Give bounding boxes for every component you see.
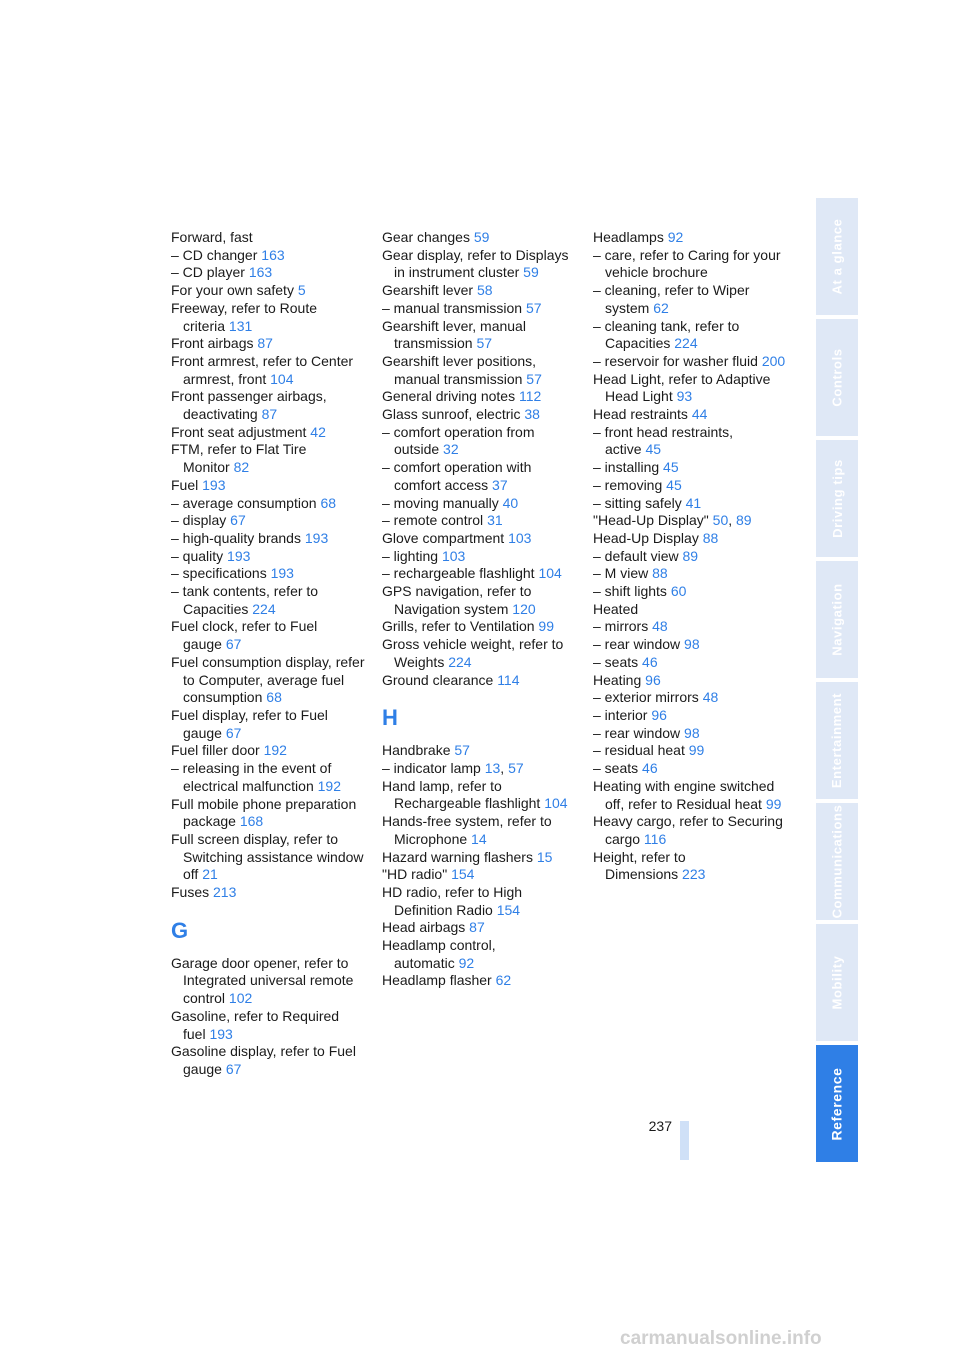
index-entry: [593, 353, 789, 371]
index-entry-text: – mirrors: [593, 618, 649, 635]
page-reference-link[interactable]: 5: [297, 282, 306, 299]
index-entry: [382, 388, 578, 406]
page-reference-link[interactable]: 116: [643, 830, 667, 847]
index-entry-text: FTM, refer to Flat Tire Monitor: [171, 441, 307, 476]
index-entry-text: Fuel: [171, 476, 199, 493]
index-entry-text: Fuel clock, refer to Fuel gauge: [171, 618, 318, 653]
index-entry-text: Full mobile phone preparation package: [171, 795, 357, 830]
index-entry-text: Heavy cargo, refer to Securing cargo: [593, 813, 783, 847]
index-entry-text: Garage door opener, refer to Integrated universal remote control: [171, 954, 354, 1007]
index-entry: [382, 459, 578, 494]
page-reference-link[interactable]: 31: [487, 512, 503, 529]
page-reference-link[interactable]: 223: [682, 866, 706, 883]
page-reference-link[interactable]: 193: [209, 1025, 233, 1042]
page-reference-link[interactable]: 88: [652, 565, 668, 582]
index-entry-text: Head Light, refer to Adaptive Head Light: [593, 370, 771, 405]
page-reference-link[interactable]: 213: [213, 884, 237, 901]
page-reference-link[interactable]: 62: [495, 972, 512, 989]
section-tab-label: Mobility: [829, 955, 845, 1010]
index-entry-text: – rechargeable flashlight: [382, 565, 535, 582]
index-entry: [171, 512, 367, 530]
index-entry-text: HD radio, refer to High Definition Radio: [382, 883, 523, 918]
page-reference-link[interactable]: 154: [451, 866, 475, 883]
page-reference-link[interactable]: 193: [304, 529, 329, 546]
page-reference-link[interactable]: 62: [653, 299, 669, 316]
section-tab-label: Entertainment: [829, 692, 845, 789]
page-reference-link[interactable]: 193: [202, 476, 226, 493]
page-reference-link[interactable]: 192: [317, 777, 341, 794]
index-letter-heading: H: [382, 705, 398, 731]
index-entry-text: Gasoline display, refer to Fuel gauge: [171, 1043, 356, 1077]
page-number: 237: [648, 1118, 672, 1134]
page-reference-link[interactable]: 99: [538, 618, 554, 635]
index-entry-text: Head airbags: [382, 919, 466, 936]
index-entry: [593, 495, 789, 513]
page-reference-link[interactable]: 67: [225, 724, 242, 741]
index-entry: – indicator lamp 13, 57: [382, 759, 524, 776]
section-tab-label: Driving tips: [829, 459, 845, 538]
index-entry-text: Full screen display, refer to Switching assistance window off: [171, 830, 364, 883]
page-reference-link[interactable]: 163: [248, 264, 273, 281]
section-tab-communications[interactable]: [816, 803, 858, 920]
index-entry-text: – high-quality brands: [171, 529, 301, 546]
index-entry-text: – specifications: [171, 565, 267, 582]
index-entry-text: Front airbags: [171, 335, 254, 352]
index-entry: [382, 282, 578, 300]
index-entry-text: – exterior mirrors: [593, 689, 699, 706]
index-entry: [382, 813, 578, 848]
page-reference-link[interactable]: 104: [544, 795, 568, 812]
index-entry: [171, 282, 367, 300]
index-entry-text: Gear display, refer to Displays in instrument cluster: [382, 246, 569, 281]
page-reference-link[interactable]: 200: [761, 352, 786, 369]
index-entry: [171, 742, 367, 760]
index-entry-text: For your own safety: [171, 282, 294, 299]
index-entry-text: Head restraints: [593, 406, 688, 423]
index-entry-text: Front passenger airbags, deactivating: [171, 388, 327, 423]
index-entry-text: – average consumption: [171, 494, 317, 511]
index-entry-text: Gross vehicle weight, refer to Weights: [382, 636, 564, 670]
index-entry: [171, 300, 367, 335]
index-entry: [382, 530, 578, 548]
index-entry-text: Heating: [593, 671, 642, 688]
section-tab-navigation[interactable]: [816, 561, 858, 678]
index-entry-text: Grills, refer to Ventilation: [382, 618, 535, 635]
page-reference-link[interactable]: 41: [685, 494, 702, 511]
page-reference-link[interactable]: 104: [270, 370, 294, 387]
page-reference-link[interactable]: 45: [663, 459, 679, 476]
index-entry-text: Headlamp flasher: [382, 972, 492, 989]
index-entry: [171, 229, 367, 247]
index-entry-text: – display: [171, 512, 227, 529]
index-entry: [593, 282, 789, 317]
index-entry: [593, 530, 789, 548]
page-reference-link[interactable]: 88: [702, 529, 719, 546]
page-reference-link[interactable]: 13: [484, 759, 501, 776]
page-reference-link[interactable]: 21: [202, 866, 218, 883]
index-entry: [171, 495, 367, 513]
index-entry-text: Gearshift lever: [382, 282, 474, 299]
page-reference-link[interactable]: 92: [458, 954, 475, 971]
page-reference-link[interactable]: 192: [263, 742, 287, 759]
page-reference-link[interactable]: 57: [508, 759, 524, 776]
page-reference-link[interactable]: 48: [652, 618, 668, 635]
index-entry-text: Glass sunroof, electric: [382, 406, 521, 423]
index-entry-text: Front seat adjustment: [171, 423, 307, 440]
index-entry-text: – residual heat: [593, 742, 685, 759]
page-reference-link[interactable]: 42: [310, 423, 326, 440]
index-entry: [382, 406, 578, 424]
page-reference-link[interactable]: 67: [225, 1060, 242, 1077]
page-reference-link[interactable]: 93: [676, 388, 693, 405]
page-reference-link[interactable]: 96: [651, 706, 667, 723]
index-entry: [171, 1043, 367, 1078]
index-entry-text: – CD player: [171, 264, 245, 281]
page-reference-link[interactable]: 193: [270, 565, 294, 582]
index-entry: [171, 247, 367, 265]
index-entry-text: – removing: [593, 476, 663, 493]
index-entry-text: – care, refer to Caring for your vehicle brochure: [593, 246, 781, 281]
index-entry-text: – seats: [593, 760, 639, 777]
index-entry-text: – moving manually: [382, 494, 499, 511]
index-entry-text: Headlamp control, automatic: [382, 937, 496, 971]
index-entry: [593, 406, 789, 424]
index-column-3: [593, 229, 789, 884]
index-entry-text: Height, refer to Dimensions: [593, 848, 686, 883]
page-reference-link[interactable]: 50: [712, 512, 729, 529]
page-reference-link[interactable]: 15: [536, 848, 553, 865]
page-reference-link[interactable]: 68: [320, 494, 337, 511]
index-entry: [593, 672, 789, 690]
section-tab-at-a-glance[interactable]: [816, 198, 858, 315]
page-reference-link[interactable]: 58: [476, 282, 493, 299]
page-number-bar: [680, 1121, 689, 1160]
index-entry: [382, 972, 578, 990]
index-entry: [382, 849, 578, 867]
section-tab-driving-tips[interactable]: [816, 440, 858, 557]
page-reference-link[interactable]: 46: [642, 653, 658, 670]
index-entry-text: – shift lights: [593, 583, 667, 600]
page-reference-link[interactable]: 68: [266, 689, 282, 706]
page-reference-link[interactable]: 87: [261, 406, 278, 423]
index-entry-text: Head-Up Display: [593, 529, 699, 546]
index-entry: [593, 601, 789, 619]
page-reference-link[interactable]: 193: [227, 547, 251, 564]
page-reference-link[interactable]: 59: [473, 229, 490, 245]
index-entry-text: – rear window: [593, 636, 681, 653]
index-entry-text: – cleaning tank, refer to Capacities: [593, 317, 740, 352]
index-entry-text: Gearshift lever positions, manual transmission: [382, 352, 537, 387]
index-entry: [382, 583, 578, 618]
index-entry-text: – manual transmission: [382, 299, 523, 316]
index-entry-text: – default view: [593, 547, 679, 564]
index-entry: [171, 441, 367, 476]
page-reference-link[interactable]: 98: [684, 636, 700, 653]
index-entry: [382, 884, 578, 919]
index-entry: [382, 672, 578, 690]
index-entry: [593, 725, 789, 743]
index-entry: [382, 300, 578, 318]
page-reference-link[interactable]: 67: [225, 636, 242, 653]
index-entry: [171, 424, 367, 442]
index-entry: [382, 512, 578, 530]
index-entry-text: Gear changes: [382, 229, 470, 245]
index-entry: [593, 371, 789, 406]
index-entry-text: General driving notes: [382, 388, 516, 405]
index-entry: [382, 353, 578, 388]
section-tab-reference[interactable]: [816, 1045, 858, 1162]
page-reference-link[interactable]: 40: [502, 494, 519, 511]
page-reference-link[interactable]: 114: [497, 671, 520, 688]
index-entry: [593, 618, 789, 636]
index-entry-text: – releasing in the event of electrical malfunction: [171, 760, 332, 794]
index-entry-text: Ground clearance: [382, 671, 494, 688]
index-entry: [382, 424, 578, 459]
page-reference-link[interactable]: 120: [512, 600, 536, 617]
index-entry: [593, 778, 789, 813]
page-reference-link[interactable]: 103: [508, 529, 532, 546]
index-entry: [171, 565, 367, 583]
index-entry-text: – reservoir for washer fluid: [593, 352, 758, 369]
index-entry: [593, 318, 789, 353]
index-entry: [593, 636, 789, 654]
index-entry-text: – remote control: [382, 512, 484, 529]
index-entry-text: – sitting safely: [593, 494, 682, 511]
index-entry-text: – comfort operation from outside: [382, 423, 535, 458]
index-entry: [593, 459, 789, 477]
page-reference-link[interactable]: 59: [523, 264, 539, 281]
index-entry-text: Hands-free system, refer to Microphone: [382, 813, 552, 847]
section-tab-label: Navigation: [829, 583, 845, 656]
section-tab-label: Controls: [829, 348, 845, 407]
index-entry: [171, 388, 367, 423]
index-entry-text: Front armrest, refer to Center armrest, front: [171, 352, 354, 387]
index-entry-text: "HD radio": [382, 866, 448, 883]
index-entry-text: Hazard warning flashers: [382, 848, 533, 865]
page-reference-link[interactable]: 37: [492, 476, 508, 493]
index-entry: [382, 742, 578, 760]
index-entry-text: – CD changer: [171, 246, 258, 263]
index-entry: [382, 636, 578, 671]
index-entry-text: Fuel display, refer to Fuel gauge: [171, 706, 328, 741]
page-reference-link[interactable]: 45: [666, 476, 682, 493]
index-entry-text: – rear window: [593, 724, 681, 741]
page-reference-link[interactable]: 32: [443, 441, 459, 458]
index-entry: [171, 583, 367, 618]
index-entry-text: – cleaning, refer to Wiper system: [593, 282, 750, 316]
page-reference-link[interactable]: 57: [454, 742, 470, 759]
index-entry-text: Forward, fast: [171, 229, 253, 245]
watermark: carmanualsonline.info: [620, 1328, 822, 1349]
index-entry: [171, 618, 367, 653]
index-entry-text: Heated: [593, 600, 639, 617]
index-entry: [382, 247, 578, 282]
index-entry-text: Glove compartment: [382, 529, 505, 546]
index-entry-text: Gearshift lever, manual transmission: [382, 317, 526, 352]
index-entry: [171, 335, 367, 353]
index-entry: [593, 583, 789, 601]
index-entry-text: – tank contents, refer to Capacities: [171, 583, 319, 617]
page-reference-link[interactable]: 224: [674, 335, 698, 352]
index-entry-text: Handbrake: [382, 742, 451, 759]
page-reference-link[interactable]: 99: [765, 795, 782, 812]
index-entry-text: – comfort operation with comfort access: [382, 459, 532, 493]
index-entry-text: – lighting: [382, 547, 439, 564]
index-entry: [171, 477, 367, 495]
index-letter-heading: G: [171, 917, 189, 943]
page-reference-link[interactable]: 48: [702, 689, 719, 706]
page-reference-link[interactable]: 98: [684, 724, 700, 741]
index-entry: [171, 955, 367, 1008]
section-tab-controls[interactable]: [816, 319, 858, 436]
page-reference-link[interactable]: 154: [496, 901, 521, 918]
index-entry: [382, 229, 578, 247]
index-entry-text: – interior: [593, 706, 648, 723]
page-reference-link[interactable]: 14: [471, 830, 487, 847]
index-entry-text: Hand lamp, refer to Rechargeable flashlight: [382, 777, 541, 812]
index-entry: [593, 849, 789, 884]
page-reference-link[interactable]: 57: [476, 335, 493, 352]
section-tab-label: Communications: [829, 804, 845, 919]
page-reference-link[interactable]: 46: [642, 760, 658, 777]
index-entry: [382, 548, 578, 566]
index-entry: [382, 618, 578, 636]
index-entry-text: – seats: [593, 653, 639, 670]
page-reference-link[interactable]: 103: [441, 547, 466, 564]
page-reference-link[interactable]: 57: [525, 299, 542, 316]
page-reference-link[interactable]: 87: [469, 919, 485, 936]
index-column-2: [382, 229, 578, 990]
page-reference-link[interactable]: 89: [682, 547, 699, 564]
index-entry-text: – indicator lamp: [382, 759, 481, 776]
index-entry: [382, 919, 578, 937]
index-column-1: [171, 229, 367, 1079]
section-tab-entertainment[interactable]: [816, 682, 858, 799]
page-reference-link[interactable]: 104: [538, 565, 562, 582]
index-entry: [593, 477, 789, 495]
index-entry: [593, 654, 789, 672]
index-entry: [593, 689, 789, 707]
page-reference-link[interactable]: 224: [448, 653, 472, 670]
index-entry: [382, 565, 578, 583]
page-reference-link[interactable]: 168: [239, 813, 264, 830]
page-reference-link[interactable]: 163: [261, 246, 285, 263]
page-reference-link[interactable]: 44: [691, 406, 708, 423]
page-reference-link[interactable]: 112: [518, 388, 542, 405]
page-reference-link[interactable]: 60: [670, 583, 687, 600]
index-entry-text: Headlamps: [593, 229, 664, 245]
index-entry-text: – M view: [593, 565, 649, 582]
index-entry: "Head-Up Display" 50, 89: [593, 512, 752, 529]
index-entry-text: GPS navigation, refer to Navigation system: [382, 583, 532, 617]
index-entry: [171, 264, 367, 282]
section-tab-label: Reference: [829, 1066, 846, 1141]
index-entry: [593, 742, 789, 760]
page-reference-link[interactable]: 96: [645, 671, 661, 688]
index-entry: [593, 424, 789, 459]
index-entry-text: Fuel filler door: [171, 742, 260, 759]
index-entry: [171, 1008, 367, 1043]
index-entry-text: Heating with engine switched off, refer to Residual heat: [593, 777, 775, 812]
section-tabs: [816, 198, 858, 1160]
section-tab-label: At a glance: [829, 218, 845, 295]
page-reference-link[interactable]: 92: [667, 229, 684, 245]
index-entry: [593, 565, 789, 583]
index-entry: [593, 548, 789, 566]
index-entry: [171, 760, 367, 795]
page-reference-link[interactable]: 57: [526, 370, 542, 387]
index-entry: [382, 937, 578, 972]
index-entry-text: – front head restraints, active: [593, 423, 734, 458]
page-reference-link[interactable]: 102: [228, 990, 253, 1007]
section-tab-mobility[interactable]: [816, 924, 858, 1041]
index-entry: [171, 654, 367, 707]
index-entry: [593, 760, 789, 778]
index-entry-text: Gasoline, refer to Required fuel: [171, 1007, 340, 1042]
index-entry: [171, 530, 367, 548]
index-entry: [593, 247, 789, 282]
index-entry: [171, 831, 367, 884]
index-entry-text: "Head-Up Display": [593, 512, 709, 529]
index-entry-text: Fuses: [171, 884, 210, 901]
index-entry: [382, 495, 578, 513]
index-entry: [171, 353, 367, 388]
page-reference-link[interactable]: 224: [252, 600, 276, 617]
index-entry: [593, 707, 789, 725]
index-entry-text: – quality: [171, 547, 224, 564]
index-entry: [171, 884, 367, 902]
index-entry: [171, 707, 367, 742]
index-entry: [171, 796, 367, 831]
index-entry: [593, 229, 789, 247]
index-entry: [382, 778, 578, 813]
index-entry: [593, 813, 789, 848]
index-entry: [382, 318, 578, 353]
index-entry-text: – installing: [593, 459, 660, 476]
index-entry: [382, 866, 578, 884]
page-reference-link[interactable]: 45: [645, 441, 662, 458]
page-reference-link[interactable]: 82: [233, 459, 250, 476]
index-entry-text: Fuel consumption display, refer to Computer, average fuel consumption: [171, 653, 365, 706]
page-reference-link[interactable]: 38: [524, 406, 540, 423]
page-reference-link[interactable]: 87: [257, 335, 273, 352]
page-reference-link[interactable]: 131: [228, 317, 253, 334]
page-reference-link[interactable]: 89: [736, 512, 752, 529]
index-entry: [171, 548, 367, 566]
page-reference-link[interactable]: 67: [230, 512, 246, 529]
index-entry-text: Freeway, refer to Route criteria: [171, 299, 318, 334]
page-reference-link[interactable]: 99: [688, 742, 705, 759]
